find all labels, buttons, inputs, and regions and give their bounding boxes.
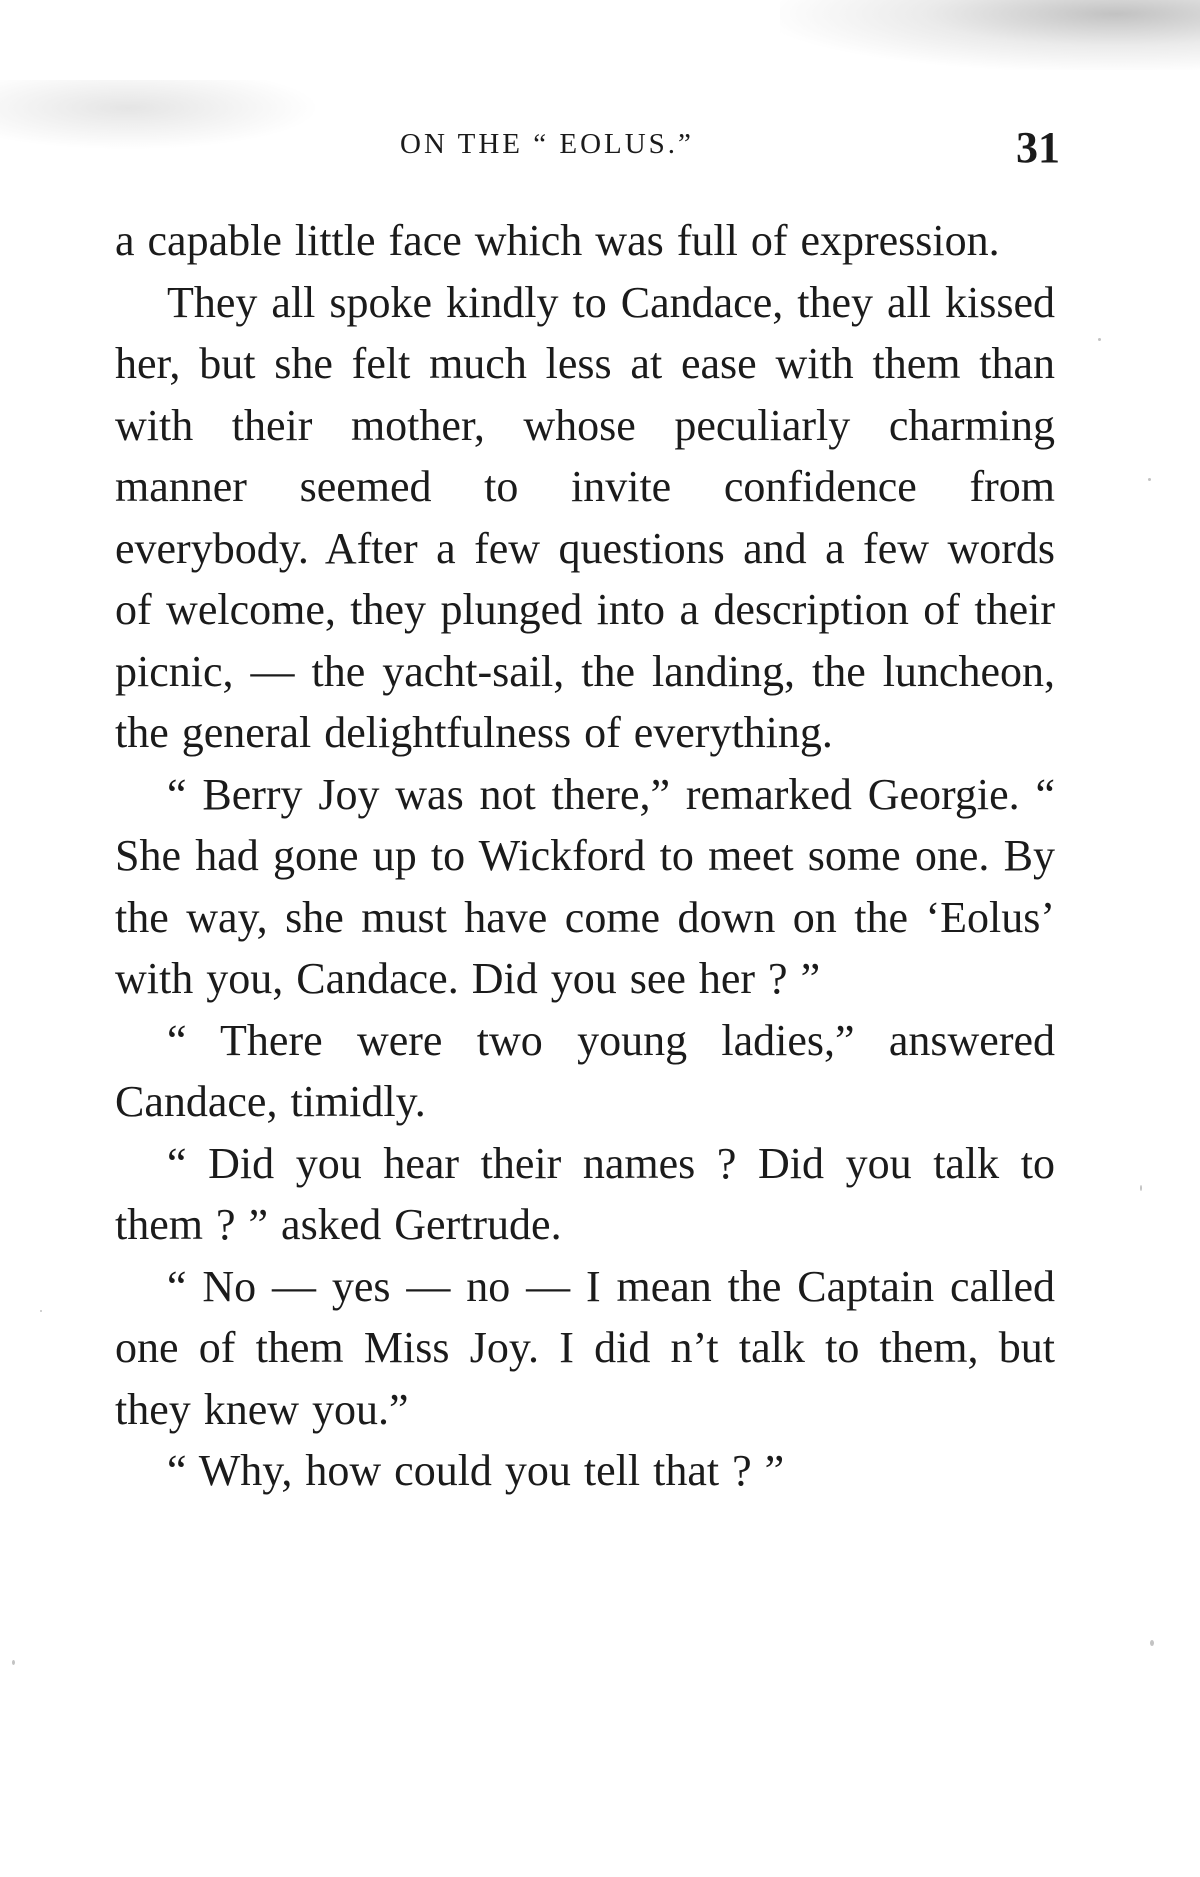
page-number: 31	[1016, 123, 1060, 172]
body-text	[115, 210, 1055, 1502]
paragraph: “ No — yes — no — I mean the Captain called one of them Miss Joy. I did n’t talk to them, but they knew you.”	[115, 1261, 1055, 1434]
paragraph: They all spoke kindly to Candace, they all kissed her, but she felt much less at ease with them than with their mother, whose peculiarly charming manner seemed to invite confidence from everybody. After a few questions and a few words of welcome, they plunged into a description of their picnic, — the yacht-sail, the landing, the luncheon, the general delightfulness of everything.	[115, 277, 1055, 757]
scan-noise-top	[780, 0, 1200, 70]
scan-speck	[1140, 1185, 1142, 1191]
scan-speck	[1150, 1640, 1154, 1646]
running-title: ON THE “ EOLUS.”	[400, 128, 694, 160]
paragraph: “ Berry Joy was not there,” remarked Georgie. “ She had gone up to Wickford to meet some one. By the way, she must have come down on the ‘Eolus’ with you, Candace. Did you see her ? ”	[115, 769, 1055, 1003]
scan-speck	[12, 1660, 15, 1665]
paragraph: “ There were two young ladies,” answered Candace, timidly.	[115, 1015, 1055, 1126]
running-header	[115, 122, 1060, 182]
scan-speck	[40, 1310, 42, 1312]
paragraph-continuation: a capable little face which was full of expression.	[115, 216, 1000, 265]
scan-speck	[1098, 338, 1101, 341]
paragraph: “ Why, how could you tell that ? ”	[167, 1446, 785, 1495]
paragraph: “ Did you hear their names ? Did you talk to them ? ” asked Gertrude.	[115, 1138, 1055, 1249]
scan-speck	[1148, 478, 1151, 481]
